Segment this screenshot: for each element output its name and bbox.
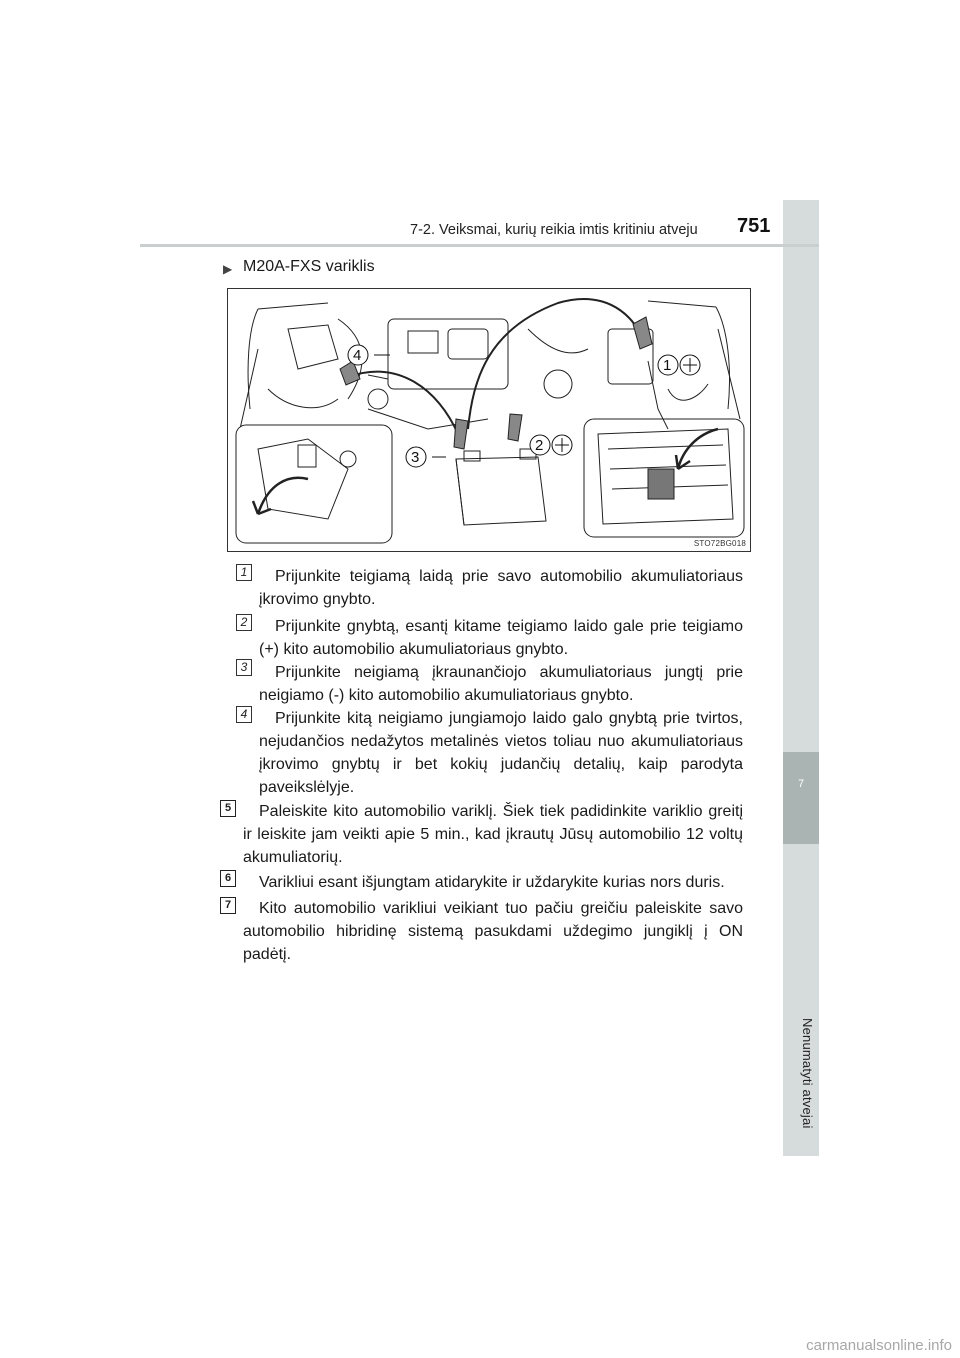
chapter-side-tab — [783, 200, 819, 1156]
step-5-marker: 5 — [220, 800, 236, 817]
engine-jump-start-illustration — [227, 288, 751, 552]
step-6-text: Varikliui esant išjungtam atidarykite ir uždarykite kurias nors duris. — [259, 874, 725, 891]
substep-2-marker: 2 — [236, 614, 252, 631]
substep-1-text: Prijunkite teigiamą laidą prie savo automobilio akumuliatoriaus įkrovimo gnybto. — [259, 568, 743, 608]
substep-4-marker: 4 — [236, 706, 252, 723]
substep-3-text: Prijunkite neigiamą įkraunančiojo akumuliatoriaus jungtį prie neigiamo (-) kito automobilio akumuliatoriaus gnybto. — [259, 664, 743, 704]
step-5-text: Paleiskite kito automobilio variklį. Šiek tiek padidinkite variklio greitį ir leiskite jam veikti apie 5 min., kad įkrautų Jūsų automobilio 12 voltų akumuliatorių. — [243, 803, 743, 866]
step-6-marker: 6 — [220, 870, 236, 887]
substep-1-marker: 1 — [236, 564, 252, 581]
engine-bay-drawing — [228, 289, 750, 551]
step-7-marker: 7 — [220, 897, 236, 914]
substep-3-marker: 3 — [236, 659, 252, 676]
chapter-number: 7 — [797, 778, 805, 790]
callout-4: 4 — [353, 347, 362, 364]
page-number: 751 — [737, 215, 771, 237]
section-title: M20A-FXS variklis — [243, 258, 375, 275]
watermark: carmanualsonline.info — [806, 1337, 952, 1354]
triangle-bullet-icon: ▶ — [223, 262, 233, 276]
step-7-text: Kito automobilio varikliui veikiant tuo pačiu greičiu paleiskite savo automobilio hibridinę sistemą pasukdami uždegimo jungiklį į ON padėtį. — [243, 900, 743, 963]
chapter-label: Nenumatyti atvejai — [800, 1018, 815, 1129]
substep-2-text: Prijunkite gnybtą, esantį kitame teigiamo laido gale prie teigiamo (+) kito automobilio akumuliatoriaus gnybto. — [259, 618, 743, 658]
callout-2: 2 — [535, 437, 544, 454]
header-rule — [140, 244, 819, 247]
header-section-title: 7-2. Veiksmai, kurių reikia imtis kritiniu atveju — [410, 222, 698, 238]
callout-1: 1 — [663, 357, 672, 374]
callout-3: 3 — [411, 449, 420, 466]
chapter-tab-active — [783, 752, 819, 844]
figure-code: STO72BG018 — [693, 539, 746, 548]
substep-4-text: Prijunkite kitą neigiamo jungiamojo laido galo gnybtą prie tvirtos, nejudančios nedažytos metalinės vietos toliau nuo akumuliatoriaus įkrovimo gnybtų ir bet kokių judančių detalių, kaip parodyta paveikslėlyje. — [259, 710, 743, 796]
